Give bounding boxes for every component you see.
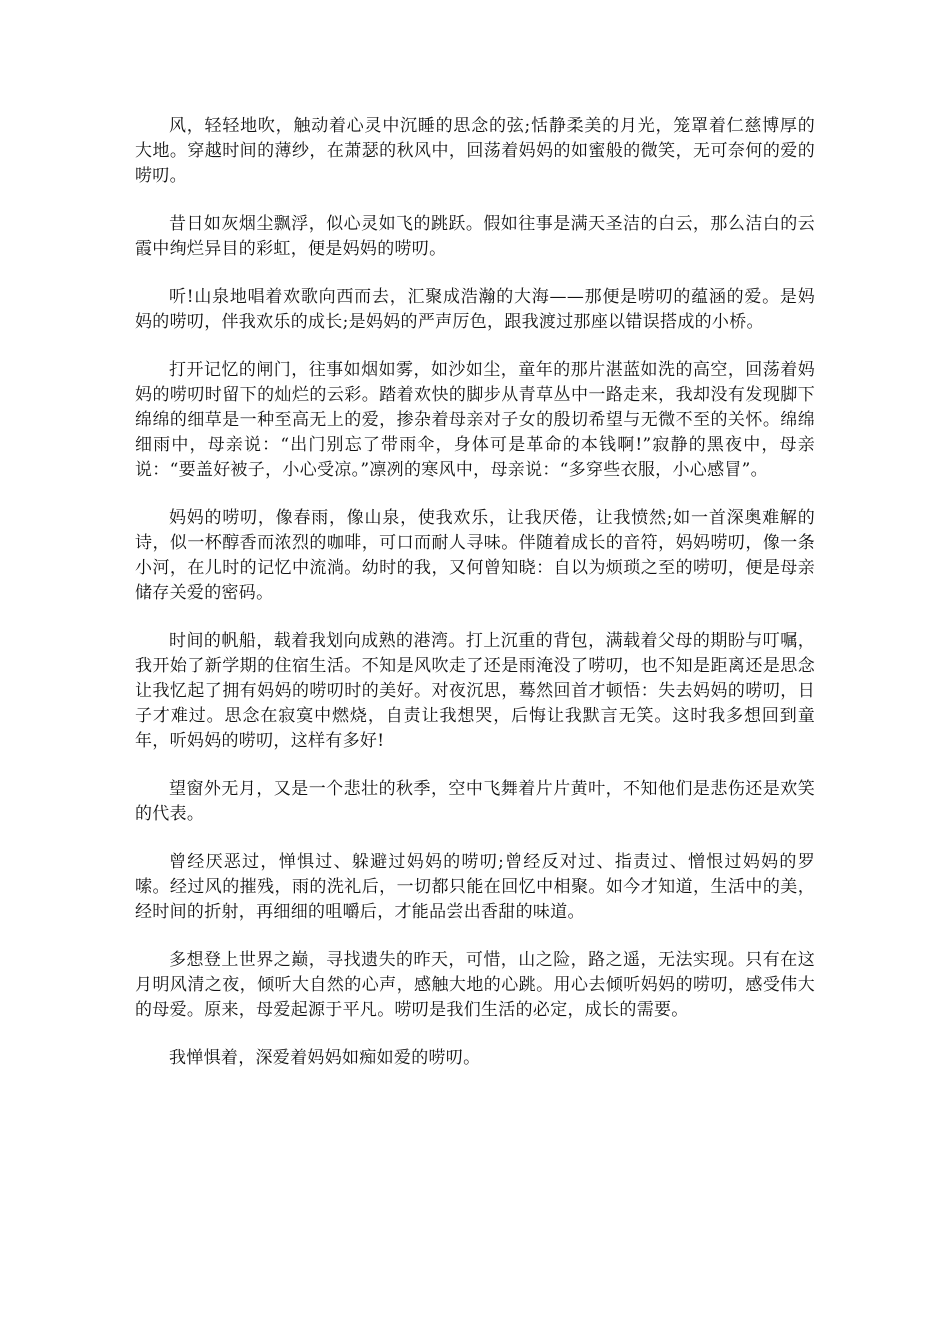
paragraph-7: 望窗外无月，又是一个悲壮的秋季，空中飞舞着片片黄叶，不知他们是悲伤还是欢笑的代表。 bbox=[135, 779, 815, 824]
paragraph-4: 打开记忆的闸门，往事如烟如雾，如沙如尘，童年的那片湛蓝如洗的高空，回荡着妈妈的唠叨时留下的灿烂的云彩。踏着欢快的脚步从青草丛中一路走来，我却没有发现脚下绵绵的细草是一种至高无上的爱，掺杂着母亲对子女的殷切希望与无微不至的关怀。绵绵细雨中，母亲说：“出门别忘了带雨伞，身体可是革命的本钱啊!”寂静的黑夜中，母亲说：“要盖好被子，小心受凉。”凛冽的寒风中，母亲说：“多穿些衣服，小心感冒”。 bbox=[135, 360, 815, 480]
paragraph-5: 妈妈的唠叨，像春雨，像山泉，使我欢乐，让我厌倦，让我愤然;如一首深奥难解的诗，似一杯醇香而浓烈的咖啡，可口而耐人寻味。伴随着成长的音符，妈妈唠叨，像一条小河，在儿时的记忆中流淌。幼时的我，又何曾知晓：自以为烦琐之至的唠叨，便是母亲储存关爱的密码。 bbox=[135, 508, 815, 603]
paragraph-2: 昔日如灰烟尘飘浮，似心灵如飞的跳跃。假如往事是满天圣洁的白云，那么洁白的云霞中绚烂异目的彩虹，便是妈妈的唠叨。 bbox=[135, 214, 815, 259]
paragraph-3: 听!山泉地唱着欢歌向西而去，汇聚成浩瀚的大海——那便是唠叨的蕴涵的爱。是妈妈的唠叨，伴我欢乐的成长;是妈妈的严声厉色，跟我渡过那座以错误搭成的小桥。 bbox=[135, 287, 815, 332]
paragraph-10: 我惮惧着，深爱着妈妈如痴如爱的唠叨。 bbox=[169, 1048, 481, 1068]
document-body bbox=[135, 114, 815, 1094]
paragraph-8: 曾经厌恶过，惮惧过、躲避过妈妈的唠叨;曾经反对过、指责过、憎恨过妈妈的罗嗦。经过风的摧残，雨的洗礼后，一切都只能在回忆中相聚。如今才知道，生活中的美，经时间的折射，再细细的咀嚼后，才能品尝出香甜的味道。 bbox=[135, 852, 815, 922]
paragraph-9: 多想登上世界之巅，寻找遗失的昨天，可惜，山之险，路之遥，无法实现。只有在这月明风清之夜，倾听大自然的心声，感触大地的心跳。用心去倾听妈妈的唠叨，感受伟大的母爱。原来，母爱起源于平凡。唠叨是我们生活的必定，成长的需要。 bbox=[135, 950, 815, 1020]
paragraph-1: 风，轻轻地吹，触动着心灵中沉睡的思念的弦;恬静柔美的月光，笼罩着仁慈博厚的大地。穿越时间的薄纱，在萧瑟的秋风中，回荡着妈妈的如蜜般的微笑，无可奈何的爱的唠叨。 bbox=[135, 116, 815, 186]
paragraph-6: 时间的帆船，载着我划向成熟的港湾。打上沉重的背包，满载着父母的期盼与叮嘱，我开始了新学期的住宿生活。不知是风吹走了还是雨淹没了唠叨，也不知是距离还是思念让我忆起了拥有妈妈的唠叨时的美好。对夜沉思，蓦然回首才顿悟：失去妈妈的唠叨，日子才难过。思念在寂寞中燃烧，自责让我想哭，后悔让我默言无笑。这时我多想回到童年，听妈妈的唠叨，这样有多好! bbox=[135, 631, 815, 751]
